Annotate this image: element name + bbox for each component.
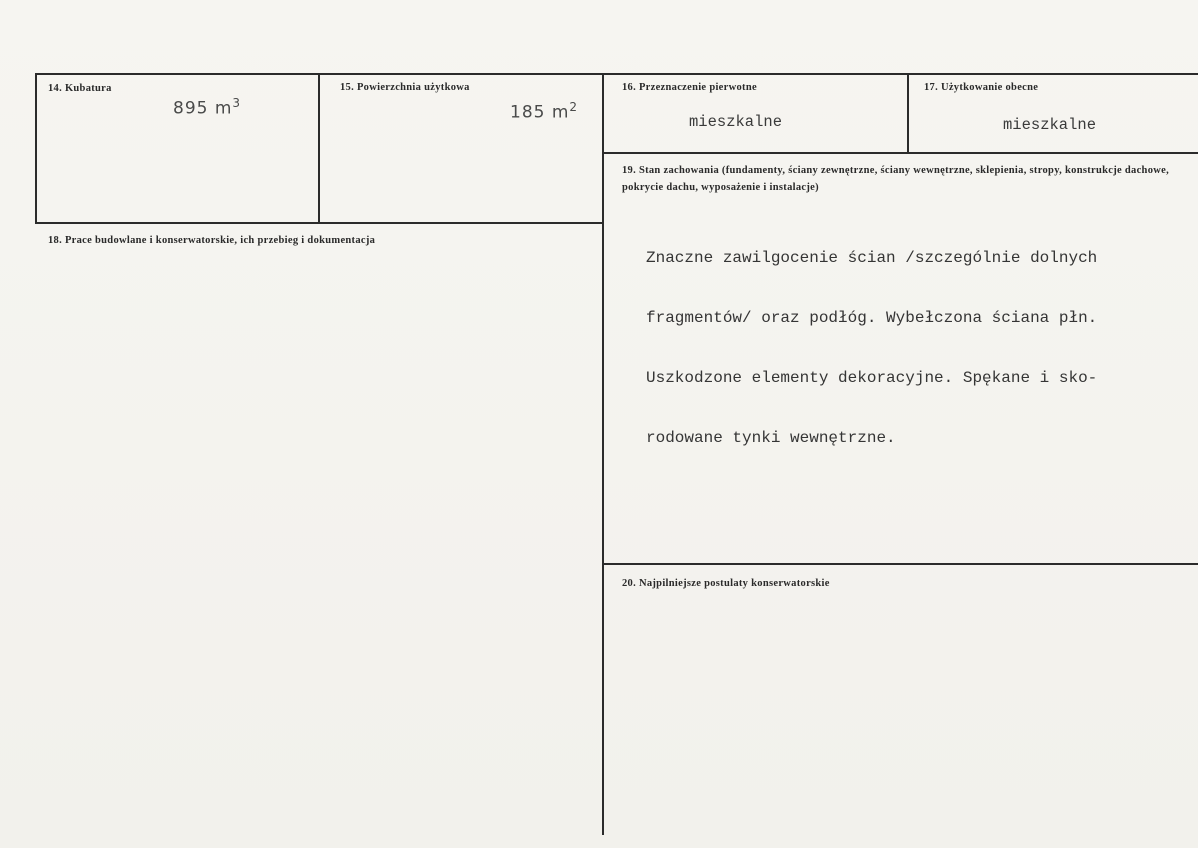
area-unit-exponent: 2	[569, 100, 579, 114]
field-14-label: 14. Kubatura	[48, 83, 112, 94]
field-14-value	[173, 96, 241, 119]
left-border-top	[35, 73, 37, 224]
line-under-14-15	[36, 222, 603, 224]
field-19-text	[646, 208, 1097, 488]
condition-line: Znaczne zawilgocenie ścian /szczególnie dolnych	[646, 249, 1098, 267]
volume-unit: m	[214, 98, 233, 119]
volume-unit-exponent: 3	[232, 96, 242, 110]
field-16-label: 16. Przeznaczenie pierwotne	[622, 82, 757, 93]
condition-line: rodowane tynki wewnętrzne.	[646, 429, 896, 447]
field-16-value: mieszkalne	[689, 113, 783, 131]
line-under-19	[603, 563, 1198, 565]
line-under-16-17	[603, 152, 1198, 154]
top-border	[36, 73, 1198, 75]
field-18-label: 18. Prace budowlane i konserwatorskie, ich przebieg i dokumentacja	[48, 235, 376, 246]
field-17-label: 17. Użytkowanie obecne	[924, 82, 1039, 93]
area-number: 185	[510, 102, 546, 123]
condition-line: Uszkodzone elementy dekoracyjne. Spękane i sko-	[646, 369, 1098, 387]
field-17-value: mieszkalne	[1003, 116, 1097, 134]
divider-main	[602, 73, 604, 835]
field-15-label: 15. Powierzchnia użytkowa	[340, 82, 470, 93]
divider-16-17	[907, 73, 909, 153]
field-19-label: 19. Stan zachowania (fundamenty, ściany zewnętrzne, ściany wewnętrzne, sklepienia, stropy, konstrukcje dachowe, pokrycie dachu, wyposażenie i instalacje)	[622, 165, 1170, 193]
area-unit: m	[551, 102, 570, 123]
volume-number: 895	[173, 98, 209, 119]
field-15-value	[510, 100, 578, 123]
field-20-label: 20. Najpilniejsze postulaty konserwatorskie	[622, 578, 830, 589]
divider-14-15	[318, 73, 320, 224]
condition-line: fragmentów/ oraz podłóg. Wybełczona ściana płn.	[646, 309, 1098, 327]
